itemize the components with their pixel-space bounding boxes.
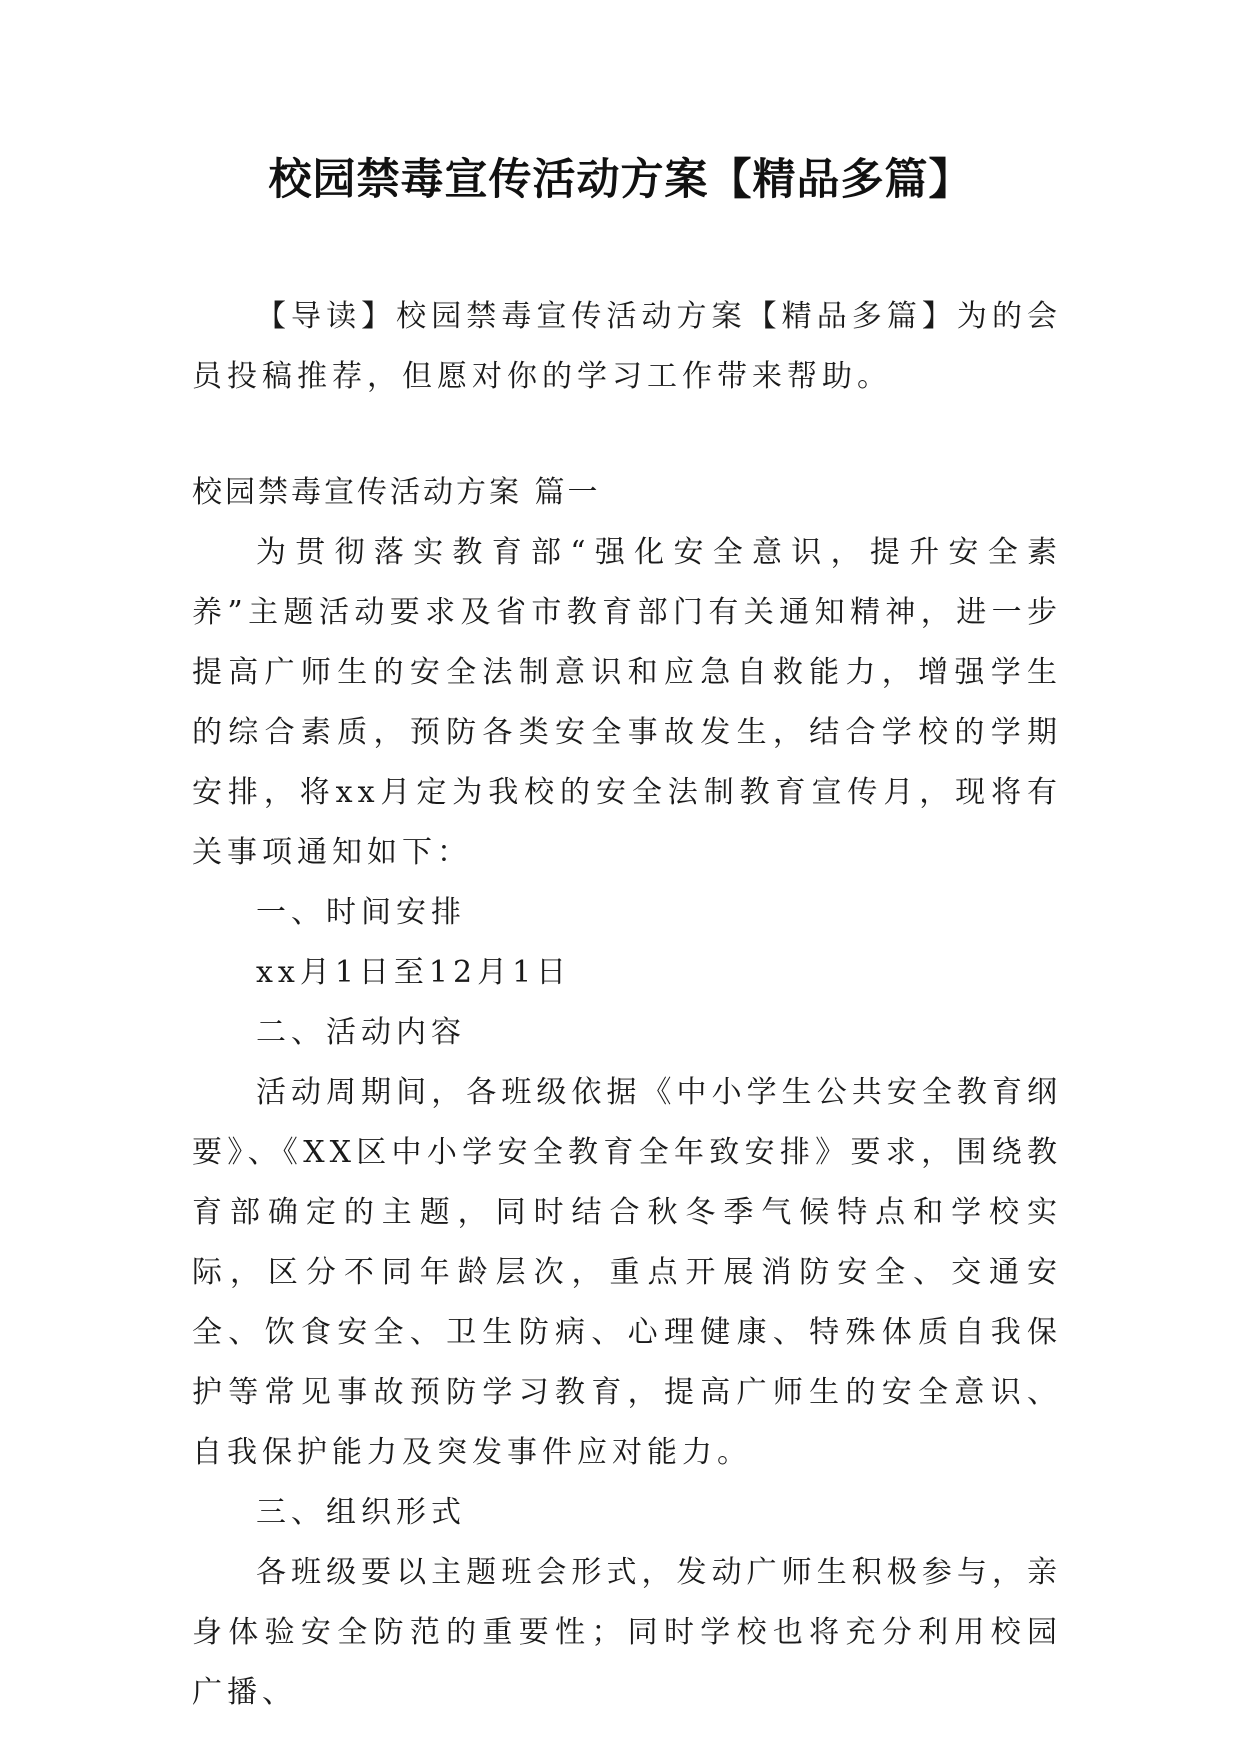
- subheading-time: 一、时间安排: [256, 895, 466, 930]
- body-paragraph: xx月1日至12月1日: [256, 955, 572, 990]
- section-heading: 校园禁毒宣传活动方案 篇一: [192, 475, 601, 510]
- subheading-content: 二、活动内容: [256, 1015, 466, 1050]
- lead-paragraph: 【导读】校园禁毒宣传活动方案【精品多篇】为的会员投稿推荐，但愿对你的学习工作带来帮助。: [192, 299, 1062, 394]
- body-paragraph: 活动周期间，各班级依据《中小学生公共安全教育纲要》、《XX区中小学安全教育全年致安排》要求，围绕教育部确定的主题，同时结合秋冬季气候特点和学校实际，区分不同年龄层次，重点开展消防安全、交通安全、饮食安全、卫生防病、心理健康、特殊体质自我保护等常见事故预防学习教育，提高广师生的安全意识、自我保护能力及突发事件应对能力。: [192, 1075, 1062, 1470]
- document-body: [192, 287, 1062, 1723]
- body-paragraph: 为贯彻落实教育部“强化安全意识，提升安全素养”主题活动要求及省市教育部门有关通知精神，进一步提高广师生的安全法制意识和应急自救能力，增强学生的综合素质，预防各类安全事故发生，结合学校的学期安排，将xx月定为我校的安全法制教育宣传月，现将有关事项通知如下：: [192, 535, 1062, 870]
- subheading-organization: 三、组织形式: [256, 1495, 466, 1530]
- document-title: 校园禁毒宣传活动方案【精品多篇】: [268, 155, 973, 205]
- body-paragraph: 各班级要以主题班会形式，发动广师生积极参与，亲身体验安全防范的重要性；同时学校也将充分利用校园广播、: [192, 1555, 1062, 1710]
